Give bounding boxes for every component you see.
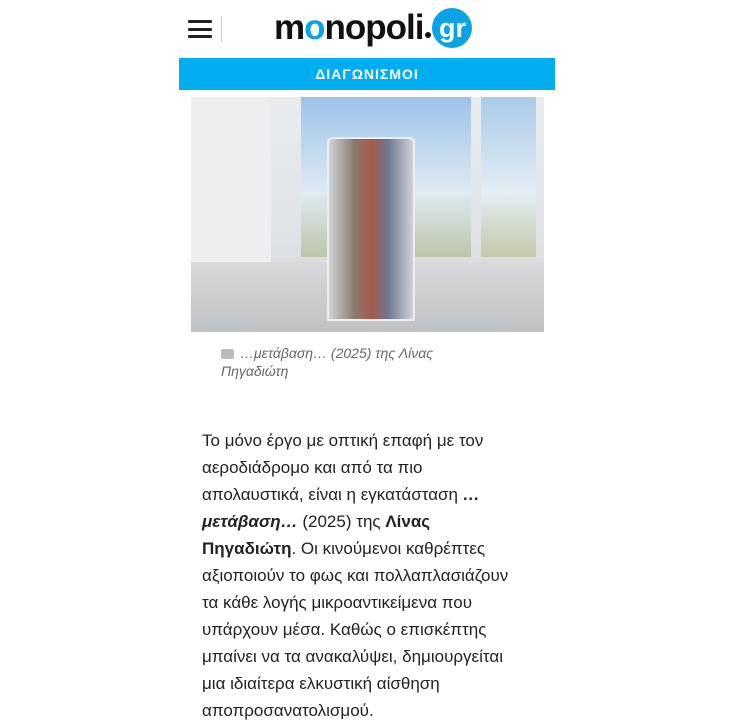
text: Το μόνο έργο με οπτική επαφή με τον αεροδιάδρομο και από τα πιο απολαυστικά, είναι η εγκατάσταση: [202, 431, 484, 504]
logo-text: m: [274, 8, 305, 47]
article-paragraph: [202, 427, 524, 724]
divider: [221, 16, 222, 42]
artist-name: Λίνας Πηγαδιώτη: [202, 512, 431, 558]
section-link[interactable]: ΔΙΑΓΩΝΙΣΜΟΙ: [179, 58, 555, 90]
caption-text: …μετάβαση… (2025) της Λίνας Πηγαδιώτη: [221, 345, 433, 379]
hamburger-menu-icon[interactable]: [188, 20, 212, 38]
logo-text: o: [304, 8, 325, 47]
logo-badge: gr: [432, 8, 472, 48]
site-logo[interactable]: [274, 6, 472, 50]
logo-text: nopoli: [324, 8, 424, 47]
image-caption: [221, 344, 481, 380]
text: . Οι κινούμενοι καθρέπτες αξιοποιούν το φως και πολλαπλασιάζουν τα κάθε λογής μικροαντικείμενα που υπάρχουν μέσα. Καθώς ο επισκέπτης μπαίνει να τα ανακαλύψει, δημιουργείται μια ιδιαίτερα ελκυστική αίσθηση αποπροσανατολισμού.: [202, 539, 509, 720]
article-image: [191, 97, 544, 332]
artwork-title: … μετάβαση…: [202, 485, 480, 531]
camera-icon: [221, 349, 234, 359]
text: (2025) της: [297, 512, 386, 531]
